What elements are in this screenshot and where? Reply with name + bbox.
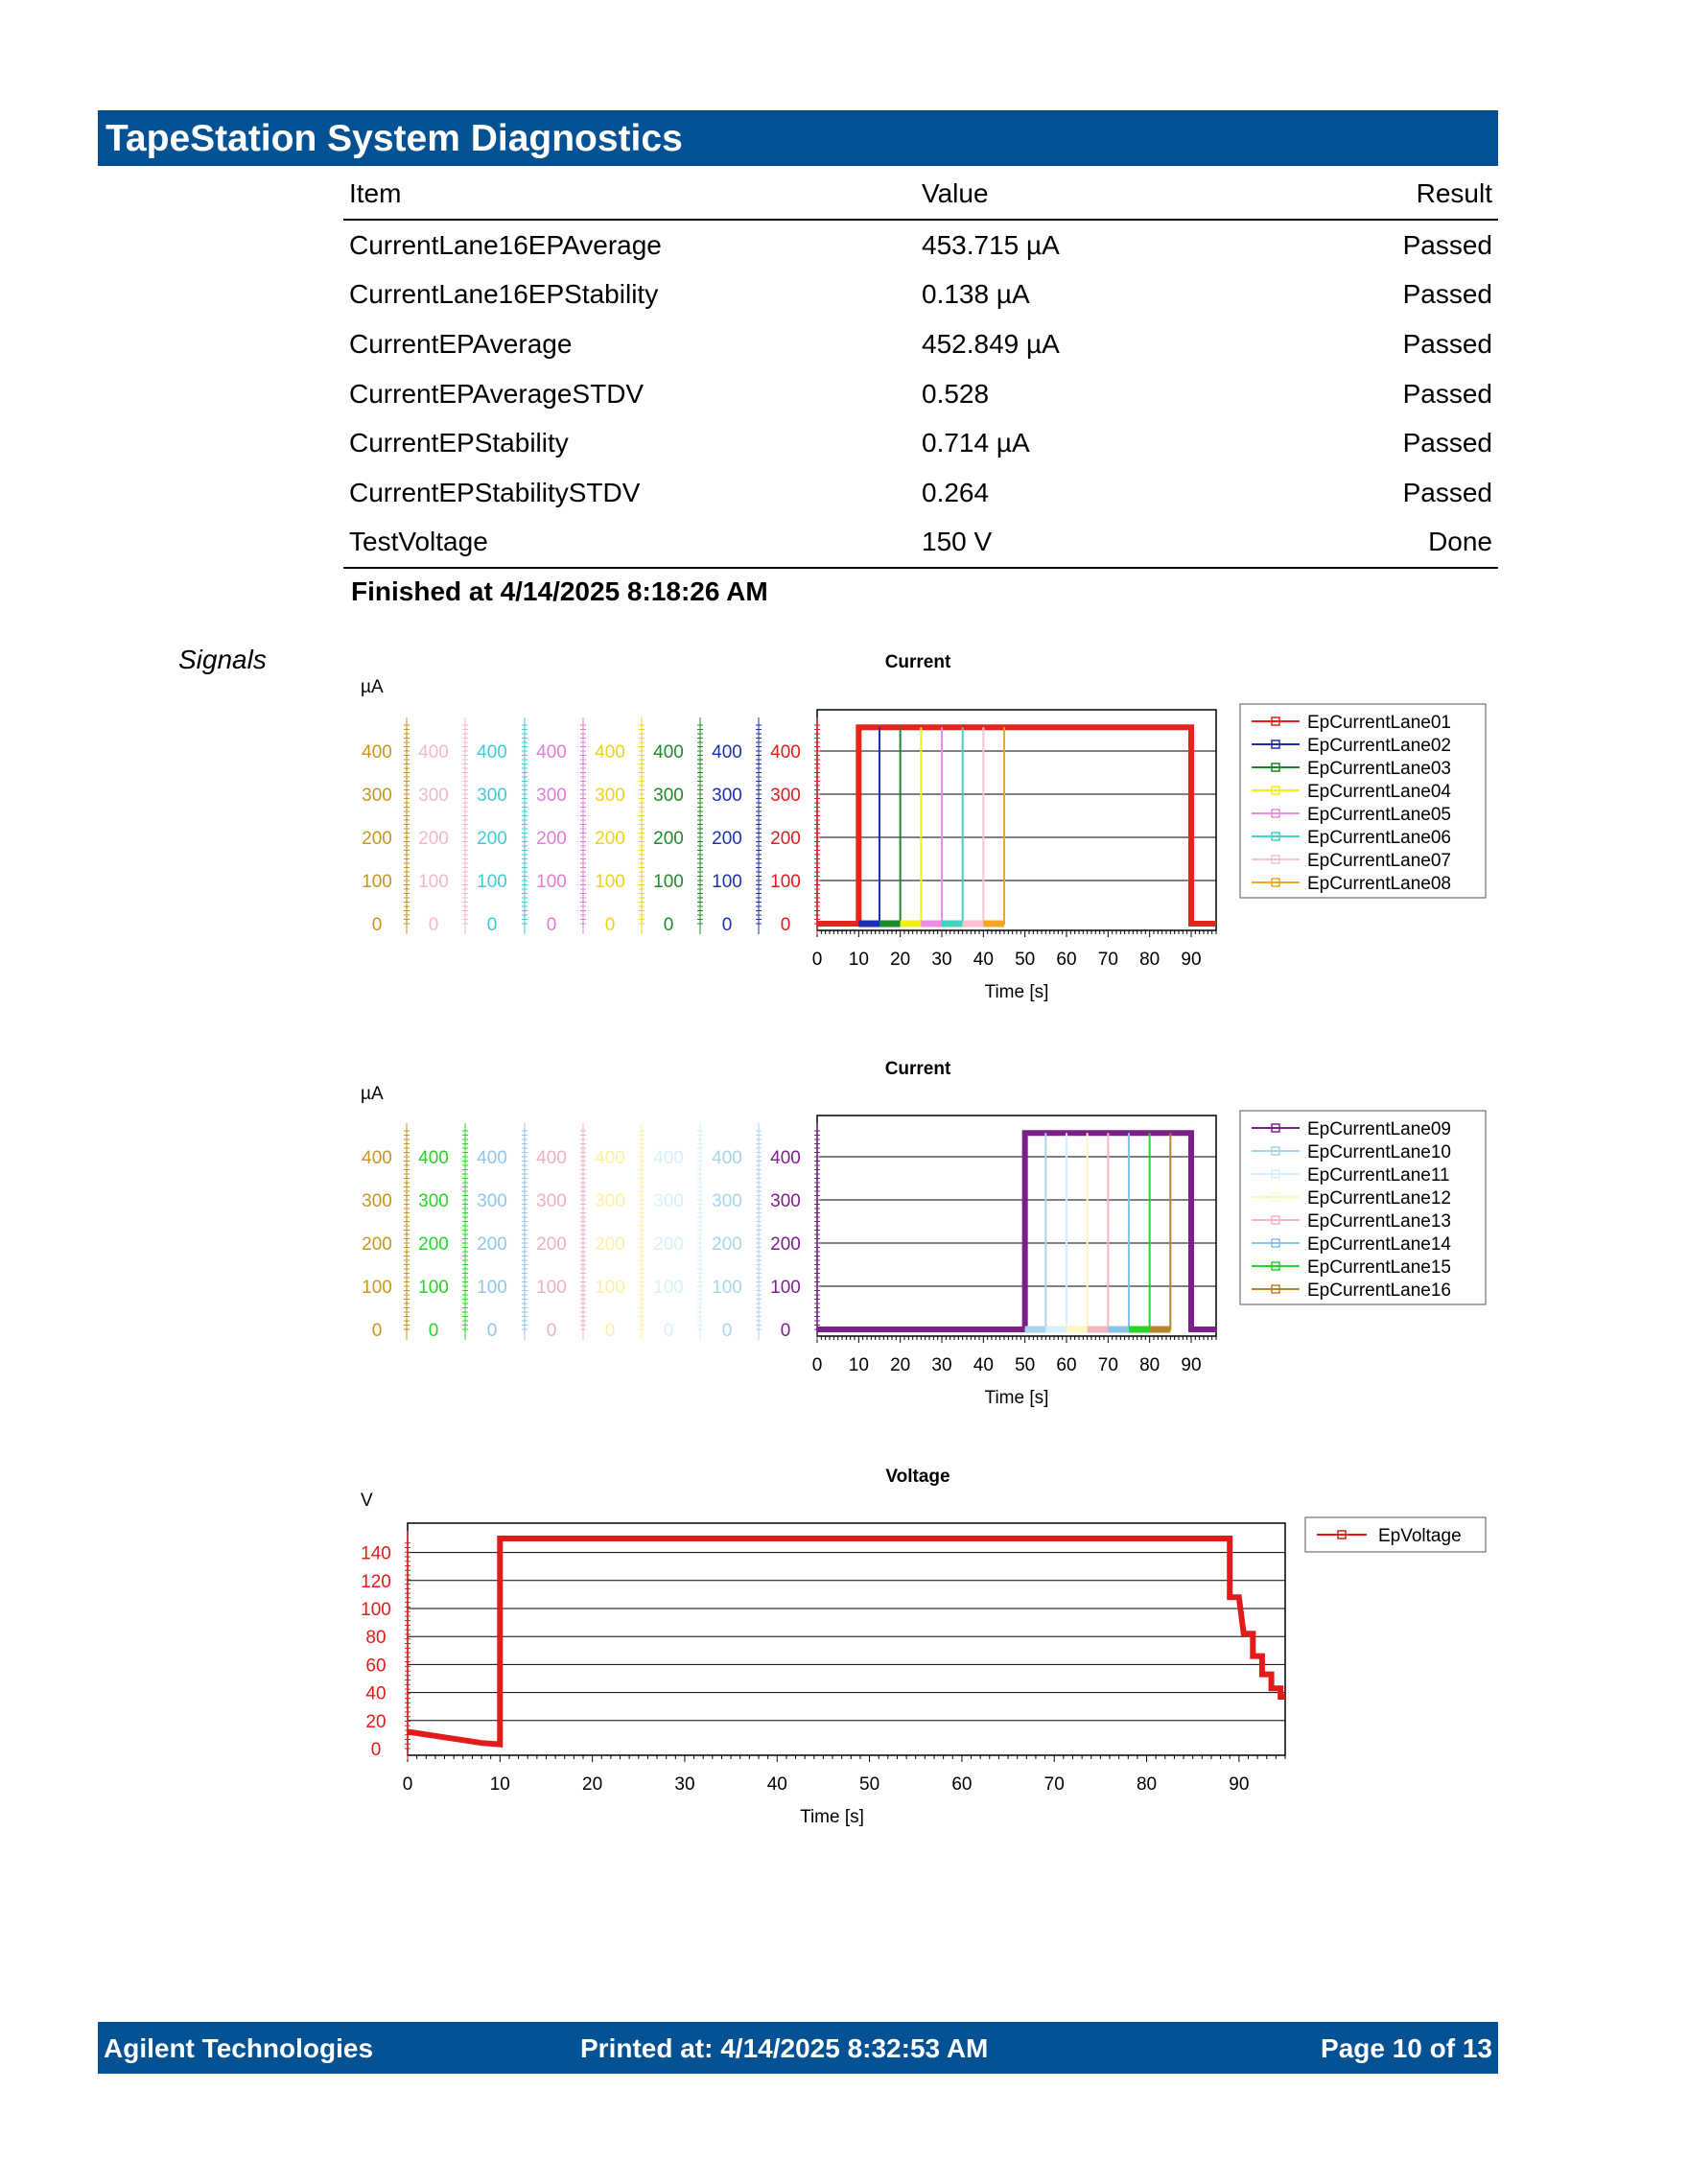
x-tick-label: 50 bbox=[1015, 950, 1036, 970]
x-tick-label: 40 bbox=[766, 1774, 787, 1795]
cell-value: 0.138 µA bbox=[922, 279, 1030, 310]
y-tick-label: 400 bbox=[712, 1148, 742, 1168]
x-tick-label: 90 bbox=[1181, 1355, 1202, 1375]
cell-value: 0.714 µA bbox=[922, 428, 1030, 458]
x-tick-label: 40 bbox=[973, 1355, 994, 1375]
x-tick-label: 30 bbox=[931, 1355, 952, 1375]
column-header-value: Value bbox=[922, 178, 989, 208]
report-title: TapeStation System Diagnostics bbox=[106, 118, 683, 159]
y-tick-label: 100 bbox=[653, 1278, 684, 1298]
y-tick-label: 200 bbox=[477, 1234, 507, 1255]
y-tick-label: 300 bbox=[536, 1191, 567, 1211]
legend-item: EpCurrentLane15 bbox=[1307, 1257, 1451, 1278]
cell-item: CurrentEPStabilitySTDV bbox=[349, 477, 641, 507]
y-tick-label: 400 bbox=[770, 1148, 801, 1168]
cell-result: Passed bbox=[1402, 428, 1492, 458]
y-tick-label: 0 bbox=[721, 1321, 733, 1341]
plot-frame bbox=[817, 710, 1216, 930]
x-tick-label: 70 bbox=[1043, 1774, 1065, 1795]
y-tick-label: 0 bbox=[663, 1321, 674, 1341]
legend-item: EpCurrentLane14 bbox=[1307, 1234, 1451, 1255]
y-tick-label: 200 bbox=[770, 829, 801, 849]
legend-item: EpCurrentLane01 bbox=[1307, 713, 1451, 733]
y-tick-label: 400 bbox=[418, 742, 449, 763]
y-tick-label: 300 bbox=[418, 1191, 449, 1211]
x-tick-label: 10 bbox=[489, 1774, 510, 1795]
cell-item: CurrentLane16EPAverage bbox=[349, 229, 662, 260]
finished-timestamp: Finished at 4/14/2025 8:18:26 AM bbox=[351, 576, 768, 606]
legend-item: EpCurrentLane06 bbox=[1307, 828, 1451, 848]
y-tick-label: 100 bbox=[362, 872, 392, 892]
y-tick-label: 0 bbox=[721, 915, 733, 935]
legend-item: EpCurrentLane07 bbox=[1307, 851, 1451, 871]
y-tick-label: 0 bbox=[604, 915, 616, 935]
plot-frame bbox=[817, 1115, 1216, 1336]
x-tick-label: 80 bbox=[1139, 1355, 1160, 1375]
cell-item: CurrentEPAverage bbox=[349, 328, 573, 359]
cell-item: CurrentEPAverageSTDV bbox=[349, 378, 645, 409]
chart-1 bbox=[361, 652, 1486, 1002]
x-tick-label: 40 bbox=[973, 950, 994, 970]
y-tick-label: 400 bbox=[770, 742, 801, 763]
y-tick-label: 140 bbox=[361, 1543, 391, 1564]
footer-printed: Printed at: 4/14/2025 8:32:53 AM bbox=[580, 2033, 989, 2063]
y-tick-label: 100 bbox=[653, 872, 684, 892]
y-tick-label: 100 bbox=[361, 1600, 391, 1620]
y-tick-label: 300 bbox=[712, 786, 742, 806]
y-tick-label: 400 bbox=[418, 1148, 449, 1168]
cell-result: Passed bbox=[1402, 378, 1492, 409]
x-axis-label: Time [s] bbox=[984, 982, 1049, 1002]
x-tick-label: 0 bbox=[811, 950, 823, 970]
x-tick-label: 80 bbox=[1136, 1774, 1158, 1795]
legend-item: EpCurrentLane13 bbox=[1307, 1211, 1451, 1232]
report-footer bbox=[98, 2022, 1498, 2074]
y-tick-label: 80 bbox=[365, 1628, 387, 1649]
y-tick-label: 400 bbox=[595, 1148, 625, 1168]
y-tick-label: 200 bbox=[362, 1234, 392, 1255]
cell-value: 150 V bbox=[922, 527, 993, 557]
y-tick-label: 300 bbox=[595, 786, 625, 806]
y-tick-label: 300 bbox=[595, 1191, 625, 1211]
y-tick-label: 0 bbox=[428, 1321, 439, 1341]
y-tick-label: 400 bbox=[712, 742, 742, 763]
chart-2 bbox=[361, 1059, 1486, 1408]
chart-3 bbox=[361, 1467, 1486, 1827]
y-tick-label: 200 bbox=[536, 1234, 567, 1255]
y-tick-label: 400 bbox=[595, 742, 625, 763]
y-tick-label: 100 bbox=[595, 1278, 625, 1298]
y-tick-label: 0 bbox=[546, 1321, 557, 1341]
cell-value: 452.849 µA bbox=[922, 328, 1060, 359]
x-tick-label: 20 bbox=[890, 950, 911, 970]
y-tick-label: 300 bbox=[477, 786, 507, 806]
y-tick-label: 0 bbox=[371, 1321, 383, 1341]
y-tick-label: 100 bbox=[536, 872, 567, 892]
y-tick-label: 400 bbox=[653, 1148, 684, 1168]
y-tick-label: 120 bbox=[361, 1571, 391, 1592]
legend-item: EpCurrentLane12 bbox=[1307, 1188, 1451, 1209]
y-tick-label: 100 bbox=[712, 872, 742, 892]
y-tick-label: 200 bbox=[653, 1234, 684, 1255]
signals-label: Signals bbox=[178, 645, 267, 674]
x-tick-label: 70 bbox=[1097, 950, 1118, 970]
cell-value: 0.528 bbox=[922, 378, 990, 409]
x-tick-label: 10 bbox=[848, 950, 869, 970]
y-tick-label: 100 bbox=[477, 1278, 507, 1298]
y-tick-label: 200 bbox=[477, 829, 507, 849]
x-tick-label: 90 bbox=[1229, 1774, 1250, 1795]
x-tick-label: 50 bbox=[1015, 1355, 1036, 1375]
y-tick-label: 0 bbox=[371, 915, 383, 935]
y-tick-label: 200 bbox=[712, 829, 742, 849]
y-tick-label: 200 bbox=[653, 829, 684, 849]
y-tick-label: 300 bbox=[477, 1191, 507, 1211]
column-header-item: Item bbox=[349, 178, 402, 208]
cell-item: CurrentLane16EPStability bbox=[349, 279, 659, 310]
y-tick-label: 400 bbox=[477, 742, 507, 763]
y-tick-label: 400 bbox=[477, 1148, 507, 1168]
column-header-result: Result bbox=[1416, 178, 1492, 208]
chart-unit-label: V bbox=[361, 1491, 373, 1511]
y-tick-label: 200 bbox=[595, 829, 625, 849]
x-tick-label: 70 bbox=[1097, 1355, 1118, 1375]
y-tick-label: 200 bbox=[362, 829, 392, 849]
y-tick-label: 60 bbox=[365, 1656, 387, 1677]
y-tick-label: 0 bbox=[663, 915, 674, 935]
y-tick-label: 300 bbox=[770, 786, 801, 806]
y-tick-label: 0 bbox=[428, 915, 439, 935]
y-tick-label: 100 bbox=[362, 1278, 392, 1298]
footer-company: Agilent Technologies bbox=[104, 2033, 374, 2063]
legend-item: EpVoltage bbox=[1378, 1526, 1462, 1546]
y-tick-label: 400 bbox=[362, 742, 392, 763]
y-tick-label: 400 bbox=[362, 1148, 392, 1168]
y-tick-label: 100 bbox=[418, 1278, 449, 1298]
legend-item: EpCurrentLane04 bbox=[1307, 782, 1451, 802]
x-tick-label: 20 bbox=[890, 1355, 911, 1375]
y-tick-label: 300 bbox=[362, 1191, 392, 1211]
x-tick-label: 60 bbox=[1056, 950, 1077, 970]
chart-title: Current bbox=[884, 1059, 951, 1079]
y-tick-label: 200 bbox=[595, 1234, 625, 1255]
y-tick-label: 100 bbox=[536, 1278, 567, 1298]
chart-title: Current bbox=[884, 652, 951, 672]
y-tick-label: 200 bbox=[536, 829, 567, 849]
y-tick-label: 300 bbox=[712, 1191, 742, 1211]
y-tick-label: 100 bbox=[770, 872, 801, 892]
y-tick-label: 0 bbox=[370, 1740, 382, 1760]
y-tick-label: 200 bbox=[418, 829, 449, 849]
y-tick-label: 300 bbox=[418, 786, 449, 806]
legend-item: EpCurrentLane16 bbox=[1307, 1280, 1451, 1301]
cell-value: 453.715 µA bbox=[922, 229, 1060, 260]
y-tick-label: 0 bbox=[604, 1321, 616, 1341]
x-tick-label: 0 bbox=[402, 1774, 413, 1795]
y-tick-label: 300 bbox=[362, 786, 392, 806]
x-tick-label: 80 bbox=[1139, 950, 1160, 970]
legend-item: EpCurrentLane09 bbox=[1307, 1119, 1451, 1139]
y-tick-label: 100 bbox=[770, 1278, 801, 1298]
x-axis-label: Time [s] bbox=[800, 1807, 864, 1827]
legend-item: EpCurrentLane03 bbox=[1307, 759, 1451, 779]
y-tick-label: 0 bbox=[486, 1321, 498, 1341]
y-tick-label: 100 bbox=[477, 872, 507, 892]
x-tick-label: 60 bbox=[951, 1774, 973, 1795]
y-tick-label: 300 bbox=[536, 786, 567, 806]
y-tick-label: 400 bbox=[653, 742, 684, 763]
y-tick-label: 200 bbox=[418, 1234, 449, 1255]
x-tick-label: 90 bbox=[1181, 950, 1202, 970]
y-tick-label: 300 bbox=[770, 1191, 801, 1211]
cell-item: CurrentEPStability bbox=[349, 428, 569, 458]
y-tick-label: 0 bbox=[780, 915, 791, 935]
y-tick-label: 0 bbox=[546, 915, 557, 935]
cell-result: Passed bbox=[1402, 229, 1492, 260]
legend-item: EpCurrentLane11 bbox=[1307, 1165, 1450, 1186]
x-tick-label: 30 bbox=[674, 1774, 695, 1795]
cell-result: Done bbox=[1428, 527, 1492, 557]
cell-result: Passed bbox=[1402, 477, 1492, 507]
cell-result: Passed bbox=[1402, 328, 1492, 359]
x-tick-label: 50 bbox=[859, 1774, 880, 1795]
y-tick-label: 200 bbox=[712, 1234, 742, 1255]
x-tick-label: 20 bbox=[582, 1774, 603, 1795]
cell-item: TestVoltage bbox=[349, 527, 488, 557]
cell-value: 0.264 bbox=[922, 477, 990, 507]
y-tick-label: 300 bbox=[653, 786, 684, 806]
x-axis-label: Time [s] bbox=[984, 1388, 1049, 1408]
y-tick-label: 400 bbox=[536, 1148, 567, 1168]
footer-page: Page 10 of 13 bbox=[1321, 2033, 1492, 2063]
y-tick-label: 300 bbox=[653, 1191, 684, 1211]
chart-title: Voltage bbox=[885, 1467, 950, 1487]
y-tick-label: 200 bbox=[770, 1234, 801, 1255]
legend-item: EpCurrentLane05 bbox=[1307, 805, 1451, 825]
legend-item: EpCurrentLane10 bbox=[1307, 1142, 1451, 1162]
x-tick-label: 0 bbox=[811, 1355, 823, 1375]
y-tick-label: 20 bbox=[365, 1711, 387, 1732]
y-tick-label: 100 bbox=[712, 1278, 742, 1298]
y-tick-label: 400 bbox=[536, 742, 567, 763]
legend-item: EpCurrentLane08 bbox=[1307, 874, 1451, 894]
y-tick-label: 40 bbox=[365, 1683, 387, 1704]
chart-unit-label: µA bbox=[361, 677, 384, 697]
x-tick-label: 10 bbox=[848, 1355, 869, 1375]
y-tick-label: 0 bbox=[780, 1321, 791, 1341]
chart-unit-label: µA bbox=[361, 1084, 384, 1104]
y-tick-label: 100 bbox=[595, 872, 625, 892]
y-tick-label: 0 bbox=[486, 915, 498, 935]
x-tick-label: 60 bbox=[1056, 1355, 1077, 1375]
cell-result: Passed bbox=[1402, 279, 1492, 310]
x-tick-label: 30 bbox=[931, 950, 952, 970]
legend-item: EpCurrentLane02 bbox=[1307, 736, 1451, 756]
y-tick-label: 100 bbox=[418, 872, 449, 892]
